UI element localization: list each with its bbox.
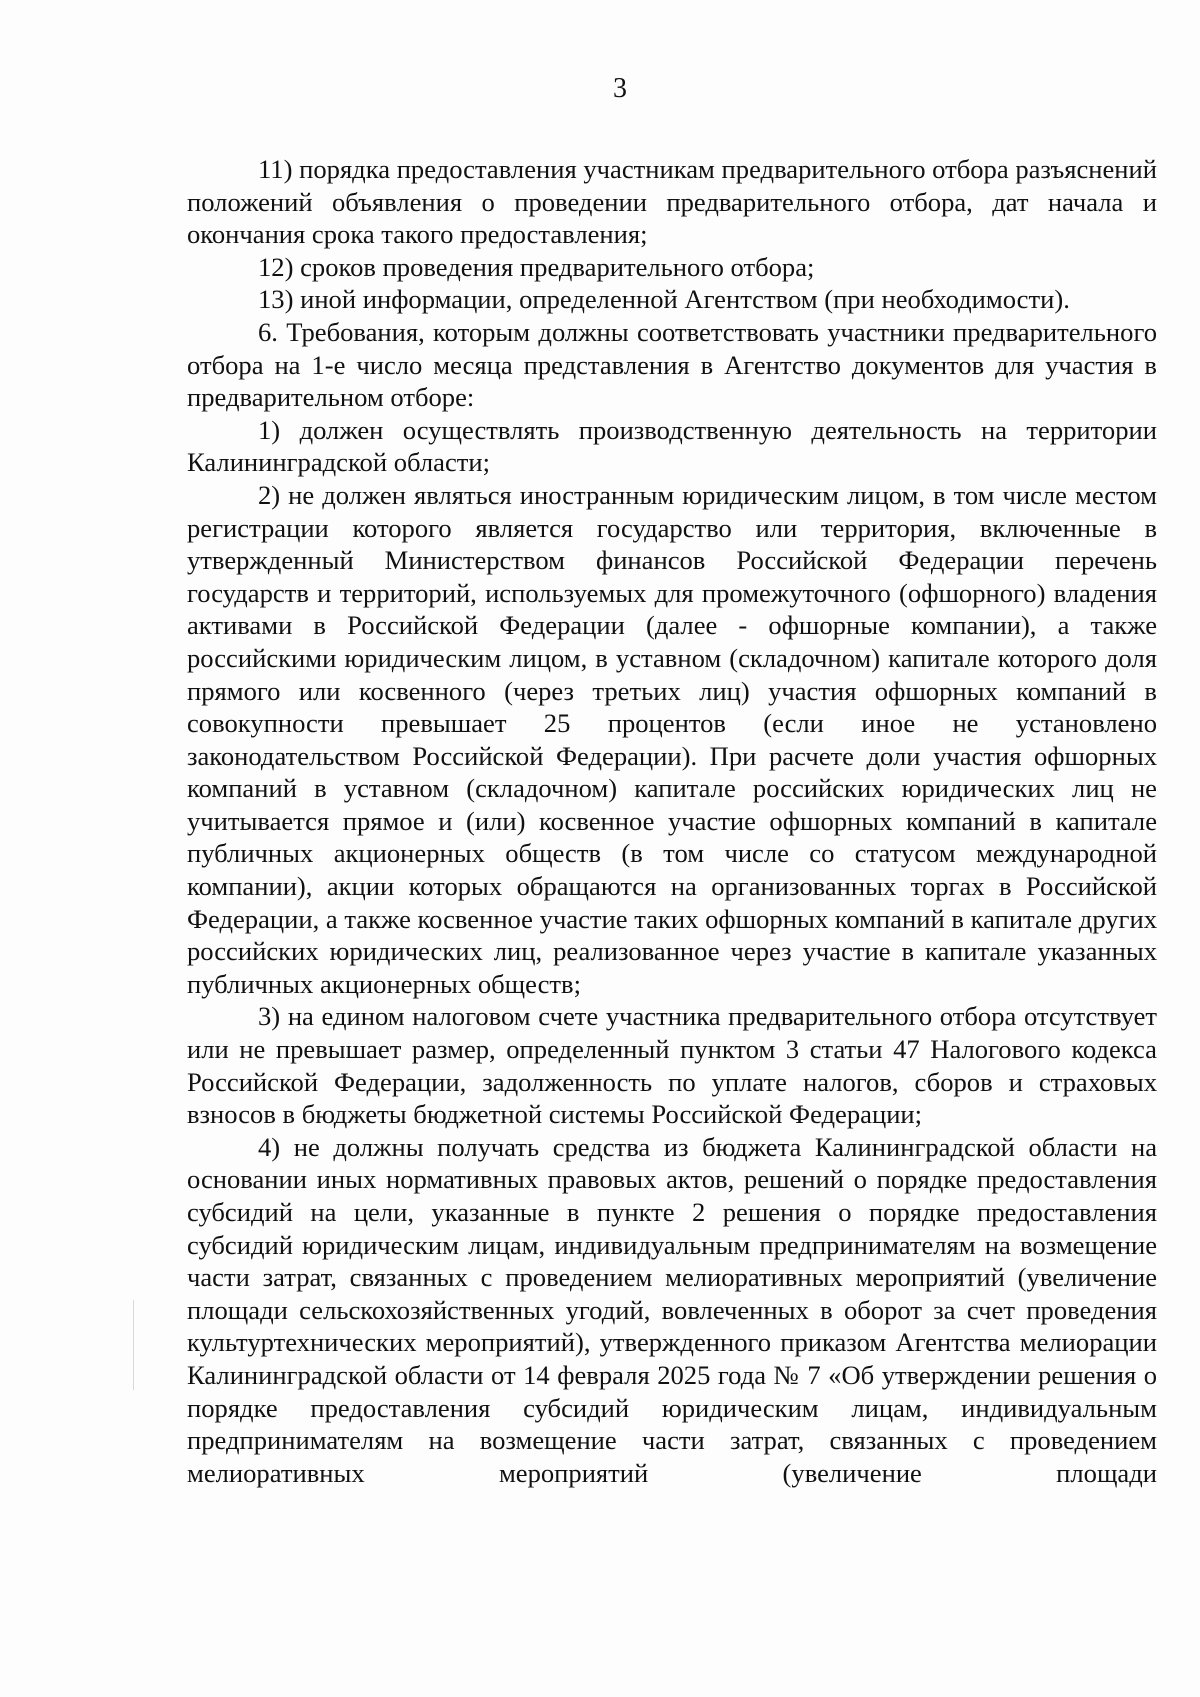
paragraph-requirement-2: 2) не должен являться иностранным юридическим лицом, в том числе местом регистрации которого является государство или территория, включенные в утвержденный Министерством финансов Российской Федерации перечень государств и территорий, используемых для промежуточного (офшорного) владения активами в Российской Федерации (далее - офшорные компании), а также российскими юридическим лицом, в уставном (складочном) капитале которого доля прямого или косвенного (через третьих лиц) участия офшорных компаний в совокупности превышает 25 процентов (если иное не установлено законодательством Российской Федерации). При расчете доли участия офшорных компаний в уставном (складочном) капитале российских юридических лиц не учитывается прямое и (или) косвенное участие офшорных компаний в капитале публичных акционерных обществ (в том числе со статусом международной компании), акции которых обращаются на организованных торгах в Российской Федерации, а также косвенное участие таких офшорных компаний в капитале других российских юридических лиц, реализованное через участие в капитале указанных публичных акционерных обществ; bbox=[187, 479, 1157, 999]
paragraph-section-6: 6. Требования, которым должны соответствовать участники предварительного отбора на 1-е число месяца представления в Агентство документов для участия в предварительном отборе: bbox=[187, 316, 1157, 413]
page-number: 3 bbox=[613, 73, 627, 104]
paragraph-requirement-1: 1) должен осуществлять производственную деятельность на территории Калининградской области; bbox=[187, 414, 1157, 478]
paragraph-requirement-3: 3) на едином налоговом счете участника предварительного отбора отсутствует или не превышает размер, определенный пунктом 3 статьи 47 Налогового кодекса Российской Федерации, задолженность по уплате налогов, сборов и страховых взносов в бюджеты бюджетной системы Российской Федерации; bbox=[187, 1001, 1157, 1130]
paragraph-item-12: 12) сроков проведения предварительного отбора; bbox=[258, 251, 815, 282]
document-body bbox=[187, 153, 1157, 1489]
paragraph-requirement-4: 4) не должны получать средства из бюджета Калининградской области на основании иных нормативных правовых актов, решений о порядке предоставления субсидий на цели, указанные в пункте 2 решения о порядке предоставления субсидий юридическим лицам, индивидуальным предпринимателям на возмещение части затрат, связанных с проведением мелиоративных мероприятий (увеличение площади сельскохозяйственных угодий, вовлеченных в оборот за счет проведения культуртехнических мероприятий), утвержденного приказом Агентства мелиорации Калининградской области от 14 февраля 2025 года № 7 «Об утверждении решения о порядке предоставления субсидий юридическим лицам, индивидуальным предпринимателям на возмещение части затрат, связанных с проведением мелиоративных мероприятий (увеличение площади bbox=[187, 1131, 1157, 1488]
paragraph-item-11: 11) порядка предоставления участникам предварительного отбора разъяснений положений объявления о проведении предварительного отбора, дат начала и окончания срока такого предоставления; bbox=[187, 154, 1157, 250]
paragraph-item-13: 13) иной информации, определенной Агентством (при необходимости). bbox=[258, 284, 1070, 315]
margin-scan-line bbox=[133, 1300, 134, 1390]
